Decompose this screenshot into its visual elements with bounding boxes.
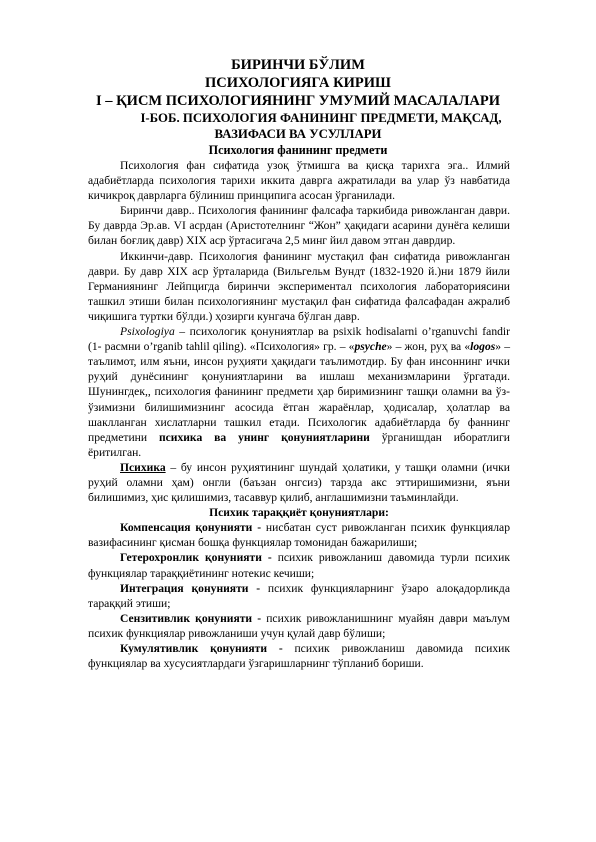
law-item: Компенсация қонунияти - нисбатан суст ривожланган психик функциялар вазифасининг қисман бошқа функциялар томонидан бажарилиши; (88, 521, 510, 550)
paragraph-history: Психология фан сифатида узоқ ўтмишга ва қисқа тарихга эга.. Илмий адабиётларда психология тарихи иккита даврга ажратилади ва улар ўз навбатида кичикроқ даврларга бўлиниш принципига асосан ўрганилади. (88, 159, 510, 203)
law-item: Сензитивлик қонунияти - психик ривожланишнинг муайян даври маълум психик функциялар ривожланиши учун қулай давр бўлиши; (88, 611, 510, 640)
chapter-heading-line1: I-БОБ. ПСИХОЛОГИЯ ФАНИНИНГ ПРЕДМЕТИ, МАҚСАД, (140, 111, 502, 125)
paragraph-first-period: Биринчи давр.. Психология фанининг фалсафа таркибида ривожланган даври. Бу даврда Эр.ав. VI асрдан (Аристотелнинг “Жон” ҳақидаги асарини дунёга келиши билан боғлиқ давр) XIX аср ўртасигача 2,5 минг йил давом этган даврдир. (88, 204, 510, 248)
laws-title: Психик тараққиёт қонуниятлари: (209, 506, 389, 520)
law-name: Гетерохронлик қонунияти - (120, 551, 272, 565)
subject-emphasis: психика ва унинг қонуниятларини (158, 430, 370, 444)
law-item: Интеграция қонунияти - психик функцияларнинг ўзаро алоқадорликда тараққий этиши; (88, 581, 510, 610)
law-item: Кумулятивлик қонунияти - психик ривожланиш давомида психик функциялар ва хусусиятлардаги ўзгаришларнинг тўпланиб бориши. (88, 642, 510, 671)
law-name: Сензитивлик қонунияти - (120, 611, 262, 625)
subject-heading: Психология фанининг предмети (208, 143, 388, 157)
term-psyche: psyche (354, 340, 387, 354)
body-text (88, 158, 510, 671)
law-name: Кумулятивлик қонунияти - (120, 642, 283, 655)
term-logos: logos (470, 340, 496, 354)
headings (0, 56, 596, 158)
paragraph-definition: Psixologiya – психологик қонуниятлар ва psixik hodisalarni o’rganuvchi fandir (1- расмни o’rganib tahlil qiling). «Психология» гр. – «psyche» – жон, руҳ ва «logos» – таълимот, илм яъни, инсон руҳияти ҳақидаги таълимотдир. Бу фан инсоннинг ички руҳий дунёсининг қонуниятларини ва ишлаш механизмларини ўргатади. Шунингдек,, психология фанининг предмети ҳар биримизнинг ташқи оламни ва ўз-ўзимизни билишимизнинг асосида ётган жараёнлар, ҳодисалар, ҳолатлар ва шаклланган хислатларни ташкил етади. Психологик адабиётларда бу фаннинг предметини психика ва унинг қонуниятларини ўрганишдан иборатлиги ёритилган. (88, 325, 510, 459)
part-heading: БИРИНЧИ БЎЛИМ (231, 57, 365, 73)
law-name: Компенсация қонунияти - (120, 521, 262, 535)
paragraph-psyche: Психика – бу инсон руҳиятининг шундай ҳолатики, у ташқи оламни (ички руҳий оламни ҳам) онгли (баъзан онгсиз) тарзда акс эттиришимизни, яъни билишимиз, ҳис қилишимиз, тасаввур қилиб, англашимизни таъминлайди. (88, 460, 510, 505)
chapter-heading-line2: ВАЗИФАСИ ВА УСУЛЛАРИ (214, 127, 382, 141)
term-psixika: Психика (120, 460, 166, 474)
intro-heading: ПСИХОЛОГИЯГА КИРИШ (205, 75, 391, 91)
section-heading: I – ҚИСМ ПСИХОЛОГИЯНИНГ УМУМИЙ МАСАЛАЛАРИ (96, 93, 500, 109)
term-psixologiya: Psixologiya (120, 325, 175, 339)
law-item: Гетерохронлик қонунияти - психик ривожланиш давомида турли психик функциялар тараққиётининг нотекис кечиши; (88, 551, 511, 580)
paragraph-second-period: Иккинчи-давр. Психология фанининг мустақил фан сифатида ривожланган даври. Бу давр XIX аср ўрталарида (Вильгельм Вундт (1832-1920 й.)ни 1879 йили Германиянинг Лейпцигда биринчи экспериментал психология лабораториясини ташкил этиши билан психологиянинг мустақил фан сифатида фалсафадан ажралиб чиқишига туртки бўлди.) ҳозирги кунгача бўлган давр. (88, 249, 510, 323)
law-name: Интеграция қонунияти - (120, 581, 261, 595)
